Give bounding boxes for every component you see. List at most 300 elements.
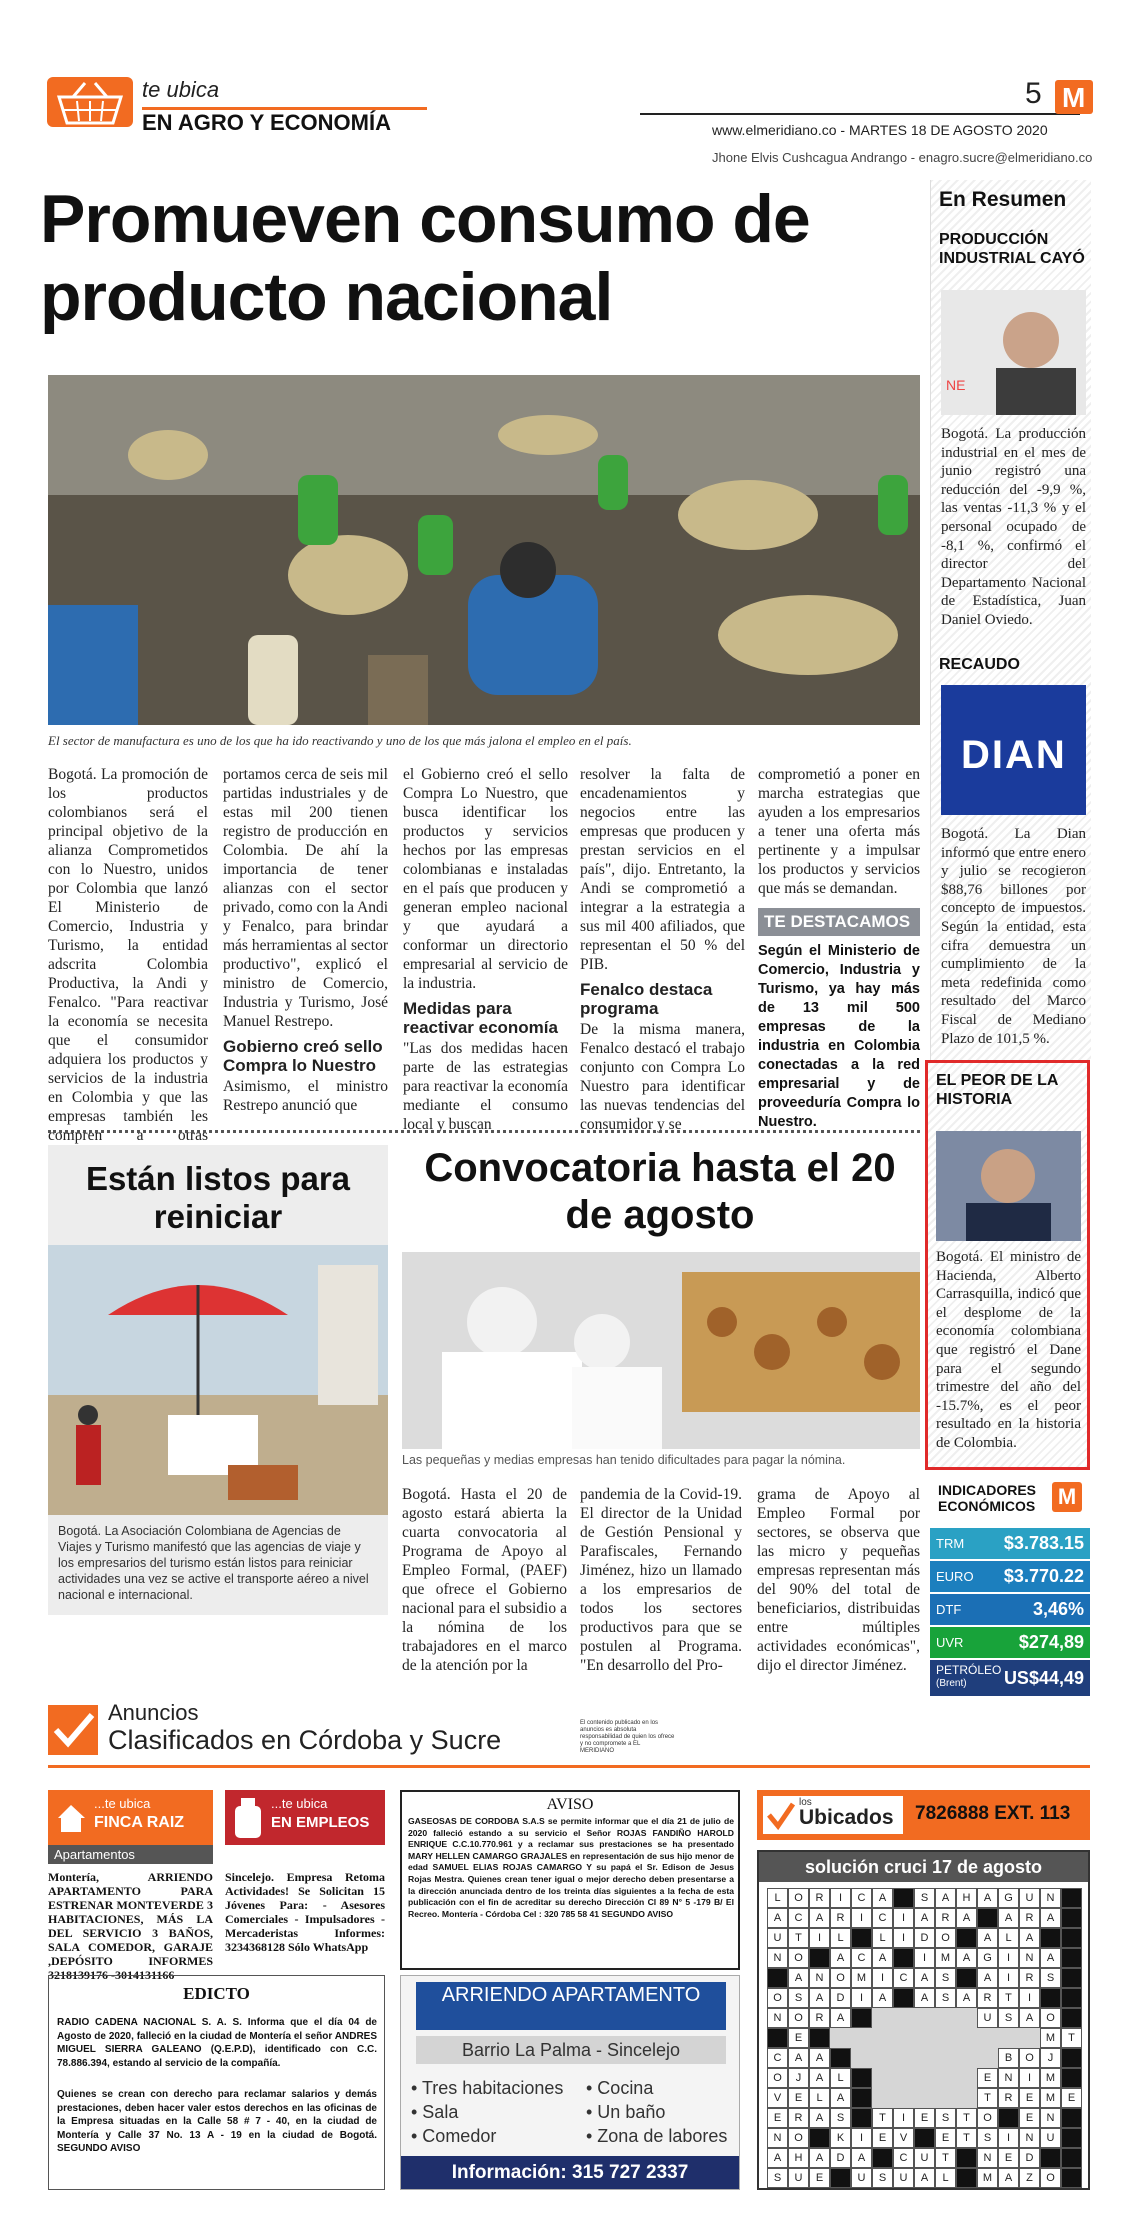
crossword-cell: R	[788, 2108, 809, 2128]
aviso-box	[400, 1790, 740, 1970]
crossword-cell: I	[1019, 2068, 1040, 2088]
crossword-cell	[1061, 1968, 1082, 1988]
crossword-cell: A	[767, 2148, 788, 2168]
crossword-cell: C	[767, 2048, 788, 2068]
crossword-cell	[767, 2028, 788, 2048]
crossword-cell: U	[788, 2168, 809, 2188]
crossword-cell: T	[1061, 2028, 1082, 2048]
subhead-fenalco: Fenalco destaca programa	[580, 980, 713, 1018]
crossword-cell: U	[1019, 1888, 1040, 1908]
crossword-cell	[1061, 1928, 1082, 1948]
crossword-cell	[851, 2008, 872, 2028]
crossword-cell: E	[788, 2028, 809, 2048]
crossword-cell: A	[956, 1908, 977, 1928]
crossword-cell: S	[788, 1988, 809, 2008]
classifieds-line1: Anuncios	[108, 1700, 199, 1725]
crossword-cell	[914, 2068, 935, 2088]
svg-text:NE: NE	[946, 377, 966, 393]
crossword-cell	[998, 2028, 1019, 2048]
crossword-cell	[956, 1928, 977, 1948]
crossword-cell	[830, 2168, 851, 2188]
crossword-cell: G	[977, 1948, 998, 1968]
main-headline: Promueven consumo de producto nacional	[40, 181, 810, 335]
crossword-cell: I	[893, 1928, 914, 1948]
crossword-cell: L	[872, 1928, 893, 1948]
crossword-cell	[956, 2008, 977, 2028]
crossword-cell: V	[767, 2088, 788, 2108]
crossword-cell: U	[1040, 2128, 1061, 2148]
section-header	[47, 77, 427, 135]
classifieds-rule	[48, 1765, 1090, 1768]
conv-col-2: pandemia de la Covid-19. El director de la Unidad de Gestión Pensional y Parafiscales, Fernando Jiménez, hizo un llamado a los empresarios de todos los sectores productivos para que se postulen al Programa. "En desarrollo del Pro-	[580, 1486, 742, 1674]
crossword-cell: I	[851, 1988, 872, 2008]
crossword-cell: A	[914, 1988, 935, 2008]
crossword-cell: I	[830, 1888, 851, 1908]
dateline: www.elmeridiano.co - MARTES 18 DE AGOSTO 2020	[712, 122, 1048, 138]
indicators-box	[930, 1478, 1090, 1698]
crossword-cell	[809, 1948, 830, 1968]
crossword-cell: A	[956, 1988, 977, 2008]
photo-caption: El sector de manufactura es uno de los que ha ido reactivando y uno de los que más jalona el empleo en el país.	[48, 733, 632, 748]
crossword-cell: A	[809, 2148, 830, 2168]
crossword-cell	[872, 2088, 893, 2108]
edicto-text2: Quienes se crean con derecho para reclamar salarios y demás prestaciones, deben hacer valer estos derechos en las oficinas de la Empresa situadas en la Calle 58 # 7 - 40, en la ciudad de Montería y Calle 37 No. 13 A - 19 en la ciudad de Bogotá. SEGUNDO AVISO	[57, 2089, 377, 2154]
crossword-cell: A	[956, 1948, 977, 1968]
arriendo-barrio: Barrio La Palma - Sincelejo	[416, 2036, 726, 2064]
crossword-cell: A	[872, 1948, 893, 1968]
crossword-cell: E	[809, 2168, 830, 2188]
crossword-cell: D	[830, 2148, 851, 2168]
subhead-medidas: Medidas para reactivar economía	[403, 999, 558, 1037]
sidebar-resumen	[930, 180, 1090, 1060]
crossword-cell	[914, 2048, 935, 2068]
crossword-cell: O	[1019, 2048, 1040, 2068]
sidebar-title: En Resumen	[939, 188, 1067, 211]
indicators-logo: M	[1052, 1482, 1082, 1512]
crossword-cell: A	[767, 1908, 788, 1928]
crossword-cell	[851, 2048, 872, 2068]
crossword-cell: S	[935, 1988, 956, 2008]
indicator-petroleo: PETRÓLEO (Brent) US$44,49	[930, 1660, 1090, 1696]
crossword-cell: T	[872, 2108, 893, 2128]
crossword-cell	[956, 2048, 977, 2068]
crossword-cell: A	[809, 2108, 830, 2128]
crossword-cell: K	[830, 2128, 851, 2148]
edicto-title: EDICTO	[183, 1984, 250, 2003]
crossword-cell: I	[998, 1968, 1019, 1988]
crossword-cell: A	[1040, 1948, 1061, 1968]
crossword-cell: T	[998, 1988, 1019, 2008]
crossword-cell: A	[809, 1988, 830, 2008]
crossword-cell	[830, 2048, 851, 2068]
crossword-cell: A	[977, 1968, 998, 1988]
crossword-cell	[893, 1888, 914, 1908]
indicator-uvr: UVR $274,89	[930, 1627, 1090, 1658]
kitchen-caption: Las pequeñas y medias empresas han tenido dificultades para pagar la nómina.	[402, 1453, 846, 1467]
crossword-cell	[830, 2028, 851, 2048]
crossword-cell: U	[893, 2168, 914, 2188]
crossword-cell: A	[1040, 1908, 1061, 1928]
crossword-cell: R	[809, 2008, 830, 2028]
crossword-cell: U	[914, 2148, 935, 2168]
crossword-cell: L	[830, 1928, 851, 1948]
crossword-cell	[893, 2088, 914, 2108]
finca-raiz-header: ...te ubica FINCA RAIZ	[48, 1790, 213, 1845]
factory-photo	[48, 375, 920, 725]
article-col-5: comprometió a poner en marcha estrategias que ayuden a los empresarios a tener una oferta más pertinente y a impulsar los productos y servicios que más se demandan. TE DESTACAMOS Según el Ministerio de Comercio, Industria y Turismo, ya hay más de 13 mil 500 empresas de la industria en Colombia conectadas a la red empresarial y de proveeduría Compra lo Nuestro.	[758, 766, 920, 1130]
crossword-cell: N	[767, 2008, 788, 2028]
crossword-cell: A	[830, 1948, 851, 1968]
crossword-cell: E	[1061, 2088, 1082, 2108]
crossword-cell: A	[914, 1968, 935, 1988]
crossword-cell: E	[914, 2108, 935, 2128]
crossword	[757, 1850, 1090, 2190]
crossword-cell: E	[935, 2128, 956, 2148]
crossword-cell: A	[788, 2048, 809, 2068]
crossword-cell: E	[872, 2128, 893, 2148]
crossword-cell	[1061, 1908, 1082, 1928]
house-icon	[54, 1800, 89, 1835]
arriendo-items-right: • Cocina • Un baño • Zona de labores	[586, 2078, 728, 2146]
indicators-title: INDICADORES ECONÓMICOS	[938, 1482, 1037, 1514]
crossword-cell	[956, 2148, 977, 2168]
crossword-cell: A	[788, 1968, 809, 1988]
page-number: 5	[1025, 77, 1042, 110]
crossword-cell	[956, 2168, 977, 2188]
crossword-cell: T	[956, 2108, 977, 2128]
crossword-cell: E	[1019, 2108, 1040, 2128]
crossword-cell: U	[767, 1928, 788, 1948]
crossword-cell: R	[1019, 1908, 1040, 1928]
crossword-cell: Z	[1019, 2168, 1040, 2188]
sidebar-item1-text: Bogotá. La producción industrial en el mes de junio registró una reducción del -9,9 %, las ventas -11,3 % y el personal ocupado de -8,1 %, confirmó el director del Departamento Nacional de Estadística, Juan Daniel Oviedo.	[941, 426, 1086, 628]
crossword-cell	[935, 2028, 956, 2048]
crossword-cell	[1061, 2048, 1082, 2068]
crossword-cell: L	[830, 2068, 851, 2088]
crossword-cell: L	[809, 2088, 830, 2108]
crossword-cell	[977, 1908, 998, 1928]
subhead-sello: Gobierno creó sello Compra lo Nuestro	[223, 1037, 383, 1075]
crossword-cell: N	[1019, 1948, 1040, 1968]
crossword-cell	[1061, 2108, 1082, 2128]
crossword-cell: A	[872, 1988, 893, 2008]
crossword-cell: E	[998, 2148, 1019, 2168]
crossword-cell: A	[809, 1908, 830, 1928]
classifieds-line2: Clasificados en Córdoba y Sucre	[108, 1725, 502, 1755]
crossword-cell: E	[788, 2088, 809, 2108]
destacamos-text: Según el Ministerio de Comercio, Industria y Turismo, ya hay más de 13 mil 500 empresas de la industria en Colombia conectadas a la red empresarial y de proveeduría Compra lo Nuestro.	[758, 943, 920, 1130]
crossword-cell: I	[809, 1928, 830, 1948]
crossword-cell: I	[893, 1908, 914, 1928]
edicto-box	[48, 1975, 385, 2190]
crossword-cell: O	[788, 2008, 809, 2028]
crossword-cell: S	[998, 2008, 1019, 2028]
finca-text: Montería, ARRIENDO APARTAMENTO PARA ESTRENAR MONTEVERDE 3 HABITACIONES, MÁS LA DEL SERVICIO 3 BAÑOS, SALA COMEDOR, GARAJE ,DEPÓSITO INFORMES 3218139176 -3014131166	[48, 1870, 213, 1982]
crossword-cell	[872, 2008, 893, 2028]
crossword-cell	[1061, 2168, 1082, 2188]
crossword-cell: A	[998, 1908, 1019, 1928]
crossword-cell: M	[977, 2168, 998, 2188]
crossword-cell: A	[872, 1888, 893, 1908]
crossword-cell	[914, 2028, 935, 2048]
crossword-cell: H	[956, 1888, 977, 1908]
crossword-cell: S	[1040, 1968, 1061, 1988]
crossword-cell: D	[830, 1988, 851, 2008]
crossword-cell: T	[977, 2088, 998, 2108]
empleos-header: ...te ubica EN EMPLEOS	[225, 1790, 385, 1845]
story-listos-headline: Están listos para reiniciar	[85, 1160, 351, 1235]
crossword-cell	[872, 2148, 893, 2168]
byline: Jhone Elvis Cushcagua Andrango - enagro.sucre@elmeridiano.co	[712, 150, 1093, 165]
crossword-cell: R	[998, 2088, 1019, 2108]
sidebar-item2-head: RECAUDO	[939, 656, 1020, 673]
arriendo-title: ARRIENDO APARTAMENTO	[416, 1982, 726, 2030]
crossword-cell	[1061, 2068, 1082, 2088]
crossword-cell: A	[1019, 1928, 1040, 1948]
article-col-2: portamos cerca de seis mil partidas industriales y de estas mil 200 tienen registro de producción en Colombia. De ahí la importancia de tener alianzas con el sector privado, como con la Andi y Fenalco, para brindar más herramientas al sector productivo", explicó el ministro de Comercio, Industria y Turismo, José Manuel Restrepo. Gobierno creó sello Compra lo Nuestro Asimismo, el ministro Restrepo anunció que	[223, 766, 388, 1114]
crossword-cell: R	[830, 1908, 851, 1928]
oviedo-photo	[941, 290, 1086, 415]
crossword-cell: B	[998, 2048, 1019, 2068]
section-small: te ubica	[142, 77, 220, 102]
crossword-cell: I	[851, 1908, 872, 1928]
crossword-cell	[1061, 1948, 1082, 1968]
crossword-cell: O	[935, 1928, 956, 1948]
crossword-cell: I	[914, 1948, 935, 1968]
crossword-cell: M	[1040, 2068, 1061, 2088]
crossword-cell	[956, 1968, 977, 1988]
crossword-cell	[1061, 2128, 1082, 2148]
crossword-cell: D	[1019, 2148, 1040, 2168]
crossword-cell: T	[956, 2128, 977, 2148]
crossword-cell: O	[977, 2108, 998, 2128]
crossword-cell: A	[914, 2168, 935, 2188]
aviso-text: GASEOSAS DE CORDOBA S.A.S se permite informar que el día 21 de julio de 2020 falleció estando a su servicio el Señor ROJAS FANDIÑO HAROLD ENRIQUE C.C.10.770.961 y a reclamar sus prestaciones se ha presentado MARY HELLEN CAMARGO GRAJALES en representación de sus hijo menor de edad SAMUEL ELIAS ROJAS CAMARGO Y su papá el Sr. Edison de Jesus Rojas Mestra. Quienes crean tener igual o mejor derecho deben presentarse a la dirección anunciada dentro de los treinta días siguientes a la fecha de esta publicación con el fin de acreditar su derecho Dirección Cl 89 N° 5 -179 B/ El Recreo. Montería - Córdoba Cel : 320 785 58 41 SEGUNDO AVISO	[408, 1816, 734, 1919]
crossword-cell: E	[977, 2068, 998, 2088]
crossword-cell	[1040, 1988, 1061, 2008]
crossword-cell	[851, 1928, 872, 1948]
crossword-cell	[872, 2048, 893, 2068]
article-col-4: resolver la falta de encadenamientos y negocios entre las empresas que producen y prestan servicios en el país", dijo. Entretanto, la Andi se comprometió a integrar a la estrategia a sus mil 400 afiliados, que representan el 50 % del PIB. Fenalco destaca programa De la misma manera, Fenalco destacó el trabajo conjunto con Compra Lo Nuestro para identificar las nuevas tendencias del consumidor y se	[580, 766, 745, 1133]
crossword-cell: O	[830, 1968, 851, 1988]
crossword-cell: N	[1040, 2108, 1061, 2128]
crossword-cell	[872, 2028, 893, 2048]
story-convocatoria-headline: Convocatoria hasta el 20 de agosto	[424, 1146, 896, 1237]
crossword-cell: C	[788, 1908, 809, 1928]
checkmark-icon	[48, 1705, 98, 1755]
crossword-grid	[767, 1888, 1085, 2186]
crossword-cell	[893, 2028, 914, 2048]
crossword-cell: A	[809, 2048, 830, 2068]
crossword-cell	[1061, 1888, 1082, 1908]
crossword-cell	[956, 2028, 977, 2048]
indicator-dtf: DTF 3,46%	[930, 1594, 1090, 1625]
crossword-cell: C	[872, 1908, 893, 1928]
article-col-3: el Gobierno creó el sello Compra Lo Nuestro, que busca identificar los productos y servicios hechos por las empresas colombianas e instaladas en el país que producen y generan empleo nacional y que ayudará a conformar un directorio empresarial al servicio de la industria. Medidas para reactivar economía "Las dos medidas hacen parte de las estrategias para reactivar la economía mediante el consumo local y buscan	[403, 766, 568, 1133]
crossword-cell	[1061, 2148, 1082, 2168]
aviso-title: AVISO	[546, 1796, 594, 1813]
crossword-cell	[851, 2088, 872, 2108]
crossword-cell: R	[977, 1988, 998, 2008]
story-listos-caption: Bogotá. La Asociación Colombiana de Agencias de Viajes y Turismo manifestó que las agencias de viaje y los empresarios del turismo están listos para reiniciar actividades una vez se active el transporte aéreo a nivel nacional e internacional.	[58, 1524, 369, 1602]
crossword-cell	[1061, 2008, 1082, 2028]
crossword-cell: J	[1040, 2048, 1061, 2068]
crossword-cell: E	[767, 2108, 788, 2128]
crossword-cell: A	[830, 2088, 851, 2108]
crossword-cell	[914, 2128, 935, 2148]
crossword-cell	[935, 2008, 956, 2028]
crossword-cell	[935, 2088, 956, 2108]
crossword-cell: I	[998, 1948, 1019, 1968]
crossword-cell: S	[830, 2108, 851, 2128]
crossword-cell: T	[935, 2148, 956, 2168]
crossword-cell: O	[767, 2068, 788, 2088]
crossword-cell: C	[893, 1968, 914, 1988]
crossword-cell: O	[788, 1888, 809, 1908]
crossword-cell: C	[851, 1888, 872, 1908]
crossword-cell: M	[1040, 2088, 1061, 2108]
crossword-cell: M	[935, 1948, 956, 1968]
crossword-cell: A	[830, 2008, 851, 2028]
indicator-trm: TRM $3.783.15	[930, 1528, 1090, 1559]
crossword-cell: N	[767, 2128, 788, 2148]
crossword-cell	[1019, 2028, 1040, 2048]
dian-photo: DIAN	[941, 685, 1086, 815]
crossword-cell: A	[851, 2148, 872, 2168]
dotted-divider	[48, 1130, 920, 1133]
crossword-cell: N	[977, 2148, 998, 2168]
crossword-cell: O	[1040, 2168, 1061, 2188]
basket-icon	[47, 77, 133, 127]
crossword-cell: N	[1019, 2128, 1040, 2148]
crossword-cell: M	[1040, 2028, 1061, 2048]
header-rule	[640, 113, 1080, 115]
crossword-cell: S	[977, 2128, 998, 2148]
ubicados-header	[757, 1790, 1090, 1840]
crossword-cell: C	[851, 1948, 872, 1968]
crossword-cell: A	[977, 1928, 998, 1948]
arriendo-info: Información: 315 727 2337	[401, 2156, 739, 2189]
crossword-cell	[956, 2068, 977, 2088]
indicator-euro: EURO $3.770.22	[930, 1561, 1090, 1592]
crossword-cell: E	[1019, 2088, 1040, 2108]
crossword-cell: L	[767, 1888, 788, 1908]
crossword-cell: A	[977, 1888, 998, 1908]
kitchen-photo	[402, 1252, 920, 1449]
crossword-cell: N	[1040, 1888, 1061, 1908]
crossword-cell	[872, 2068, 893, 2088]
sidebar-item3-head: EL PEOR DE LA HISTORIA	[936, 1072, 1058, 1108]
crossword-cell: U	[977, 2008, 998, 2028]
crossword-cell	[998, 2108, 1019, 2128]
crossword-cell: I	[893, 2108, 914, 2128]
finca-tag: Apartamentos	[48, 1845, 213, 1864]
meridiano-logo: M	[1055, 80, 1093, 114]
crossword-cell: U	[851, 2168, 872, 2188]
crossword-cell: L	[998, 1928, 1019, 1948]
crossword-cell	[893, 1988, 914, 2008]
crossword-cell: C	[893, 2148, 914, 2168]
crossword-cell: T	[788, 1928, 809, 1948]
crossword-cell: S	[935, 2108, 956, 2128]
conv-col-3: grama de Apoyo al Empleo Formal por sectores, se observa que las micro y pequeñas empresas representan más del 90% del total de beneficiarios, distribuidas entre múltiples actividades económicas", dijo el director Jiménez.	[757, 1486, 920, 1674]
crossword-cell	[809, 2028, 830, 2048]
crossword-cell	[914, 2088, 935, 2108]
crossword-cell	[935, 2068, 956, 2088]
crossword-cell: N	[809, 1968, 830, 1988]
arriendo-items-left: • Tres habitaciones • Sala • Comedor	[411, 2078, 564, 2146]
crossword-cell: I	[1019, 1988, 1040, 2008]
crossword-cell	[977, 2028, 998, 2048]
crossword-cell	[956, 2088, 977, 2108]
crossword-cell: L	[935, 2168, 956, 2188]
crossword-cell	[767, 1968, 788, 1988]
section-big: EN AGRO Y ECONOMÍA	[142, 110, 391, 135]
crossword-cell: A	[809, 2068, 830, 2088]
crossword-cell	[1040, 2148, 1061, 2168]
crossword-cell	[851, 2108, 872, 2128]
sidebar-item2-text: Bogotá. La Dian informó que entre enero y julio se recogieron $88,76 billones por concepto de impuestos. Según la entidad, esta cifra demuestra un cumplimiento de la meta redefinida como resultado del Marco Fiscal de Mediano Plazo de 101,5 %.	[941, 826, 1086, 1047]
conv-col-1: Bogotá. Hasta el 20 de agosto estará abierta la cuarta convocatoria al Programa de Apoyo al Empleo Formal, (PAEF) que ofrece el Gobierno nacional para el subsidio a la nómina de los trabajadores en el marco de la atención por la	[402, 1486, 567, 1674]
edicto-text1: RADIO CADENA NACIONAL S. A. S. Informa que el día 04 de Agosto de 2020, falleció en la ciudad de Montería el señor ANDRES MIGUEL SIERRA GALEANO (Q.E.P.D), identificado con C.C. 78.886.394, estando al servicio de la compañía.	[57, 2017, 377, 2069]
crossword-cell	[935, 2048, 956, 2068]
crossword-cell: O	[767, 1988, 788, 2008]
sidebar-item1-head: PRODUCCIÓN INDUSTRIAL CAYÓ	[939, 231, 1085, 267]
beach-photo	[48, 1245, 388, 1515]
crossword-cell: S	[914, 1888, 935, 1908]
crossword-cell: I	[872, 1968, 893, 1988]
sidebar-item3-text: Bogotá. El ministro de Hacienda, Alberto Carrasquilla, indicó que el desplome de la economía colombiana que registró el Dane para el segundo trimestre del año del -15.7%, es el peor resultado en la historia de Colombia.	[936, 1249, 1081, 1451]
sidebar-peor	[925, 1060, 1090, 1470]
crossword-cell	[1061, 1988, 1082, 2008]
crossword-cell: O	[788, 1948, 809, 1968]
crossword-cell: A	[998, 2168, 1019, 2188]
crossword-cell	[893, 2048, 914, 2068]
crossword-cell: G	[998, 1888, 1019, 1908]
destacamos-label: TE DESTACAMOS	[758, 908, 920, 936]
crossword-cell: D	[914, 1928, 935, 1948]
crossword-cell: A	[1019, 2008, 1040, 2028]
crossword-cell: V	[893, 2128, 914, 2148]
classifieds-disclaimer: El contenido publicado en los anuncios es absoluta responsabilidad de quien los ofrece y no compromete a EL MERIDIANO	[580, 1720, 675, 1754]
carrasquilla-photo	[936, 1131, 1081, 1241]
crossword-cell	[809, 2128, 830, 2148]
arriendo-box	[400, 1975, 740, 2190]
crossword-cell: S	[767, 2168, 788, 2188]
crossword-cell	[893, 1948, 914, 1968]
empleos-text: Sincelejo. Empresa Retoma Actividades! Se Solicitan 15 Jóvenes Para: - Asesores Comerciales - Impulsadores - Mercaderistas Informes: 3234368128 Sólo WhatsApp	[225, 1870, 385, 1954]
crossword-cell: S	[872, 2168, 893, 2188]
crossword-cell: R	[809, 1888, 830, 1908]
crossword-cell: N	[998, 2068, 1019, 2088]
ubicados-phone: 7826888 EXT. 113	[915, 1803, 1071, 1824]
crossword-cell	[914, 2008, 935, 2028]
crossword-cell: S	[935, 1968, 956, 1988]
ubicados-logo: los Ubicados	[763, 1796, 903, 1834]
crossword-cell: H	[788, 2148, 809, 2168]
crossword-cell: A	[935, 1888, 956, 1908]
crossword-cell: J	[788, 2068, 809, 2088]
crossword-cell: O	[1040, 2008, 1061, 2028]
crossword-cell	[851, 2068, 872, 2088]
crossword-cell: R	[1019, 1968, 1040, 1988]
crossword-cell: M	[851, 1968, 872, 1988]
bottle-icon	[233, 1798, 263, 1838]
crossword-cell: N	[767, 1948, 788, 1968]
crossword-cell: I	[998, 2128, 1019, 2148]
crossword-cell	[977, 2048, 998, 2068]
crossword-cell: R	[935, 1908, 956, 1928]
